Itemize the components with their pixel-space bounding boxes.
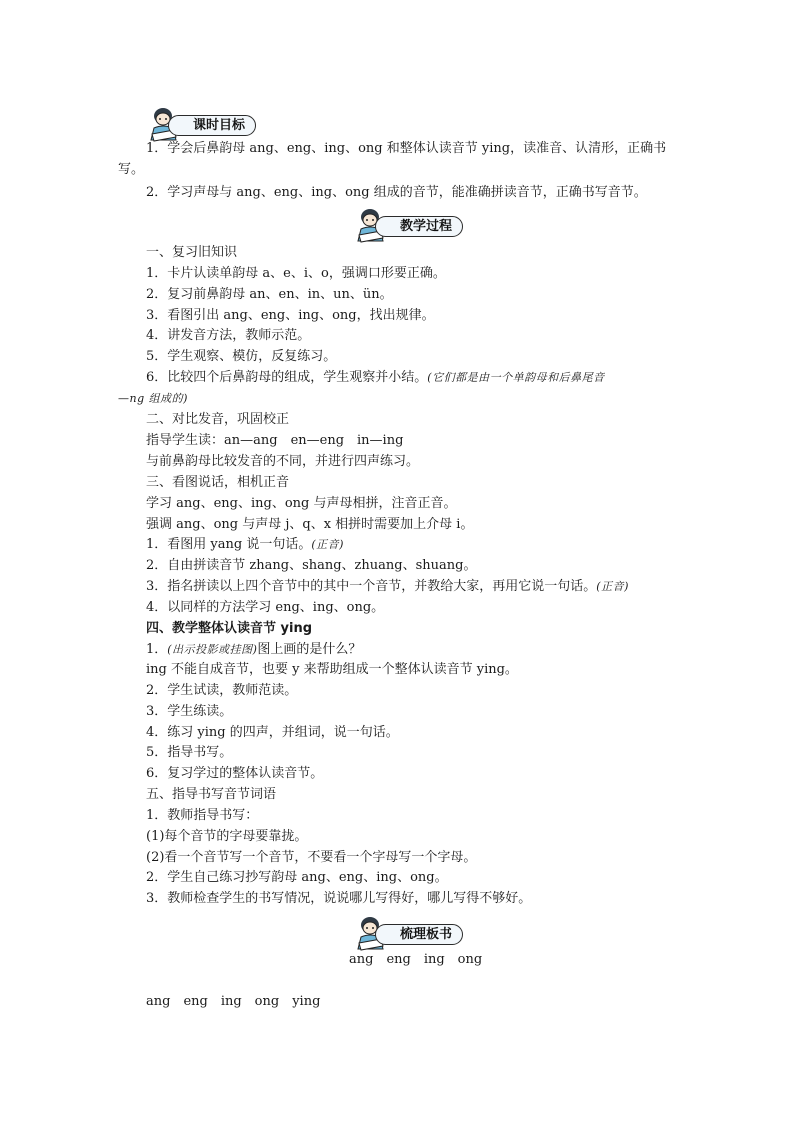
process-banner-label: 教学过程 [375,216,463,237]
objective-1-line-1: 1．学会后鼻韵母 ang、eng、ing、ong 和整体认读音节 ying，读准音、认清形，正确书 [146,141,667,156]
objective-1-line-2: 写。 [118,162,145,177]
s2-line-2: 与前鼻韵母比较发音的不同，并进行四声练习。 [146,454,420,469]
objective-2: 2．学习声母与 ang、eng、ing、ong 组成的音节，能准确拼读音节，正确书写音节。 [146,185,647,200]
s4-item-4: 4．练习 ying 的四声，并组词，说一句话。 [146,725,399,740]
board-banner [353,919,473,947]
s4-item-1-pre: 1． [146,642,168,657]
s3-item-1-text: 1．看图用 yang 说一句话。 [146,537,312,552]
s3-line-1: 学习 ang、eng、ing、ong 与声母相拼，注音正音。 [146,496,457,511]
s4-item-1 [146,642,361,658]
s3-item-2: 2．自由拼读音节 zhang、shang、zhuang、shuang。 [146,558,477,573]
s4-item-5: 5．指导书写。 [146,745,233,760]
s4-item-1-note: (出示投影或挂图) [167,643,258,656]
s3-item-4: 4．以同样的方法学习 eng、ing、ong。 [146,600,385,615]
s4-item-1-post: 图上画的是什么？ [257,642,362,657]
s5-subitem-2: (2)看一个音节写一个音节，不要看一个字母写一个字母。 [146,850,477,865]
section-3-title: 三、看图说话，相机正音 [146,475,290,490]
s5-item-3: 3．教师检查学生的书写情况，说说哪儿写得好，哪儿写得不够好。 [146,891,532,906]
s4-line: ing 不能自成音节，也要 y 来帮助组成一个整体认读音节 ying。 [146,662,518,677]
section-2-title: 二、对比发音，巩固校正 [146,412,290,427]
s1-item-6-note-cont: —ng 组成的) [118,392,188,405]
objectives-banner-label: 课时目标 [168,115,256,136]
s1-item-6-text: 6．比较四个后鼻韵母的组成，学生观察并小结。 [146,370,428,385]
s3-item-3-note: (正音) [596,580,629,593]
s1-item-1: 1．卡片认读单韵母 a、e、i、o，强调口形要正确。 [146,266,446,281]
section-1-title: 一、复习旧知识 [146,245,238,260]
board-row-1: ang eng ing ong [349,952,483,967]
s1-item-2: 2．复习前鼻韵母 an、en、in、un、ün。 [146,287,393,302]
section-5-title: 五、指导书写音节词语 [146,787,277,802]
s4-item-3: 3．学生练读。 [146,704,233,719]
s3-item-3-text: 3．指名拼读以上四个音节中的其中一个音节，并教给大家，再用它说一句话。 [146,579,597,594]
s3-line-2: 强调 ang、ong 与声母 j、q、x 相拼时需要加上介母 i。 [146,517,474,532]
section-4-title: 四、教学整体认读音节 ying [146,621,313,636]
s3-item-1 [146,537,344,553]
s5-item-1: 1．教师指导书写： [146,808,259,823]
process-banner [353,211,473,239]
s3-item-1-note: (正音) [311,538,344,551]
board-banner-label: 梳理板书 [375,924,463,945]
s5-subitem-1: (1)每个音节的字母要靠拢。 [146,829,308,844]
s1-item-6 [146,370,605,386]
s1-item-4: 4．讲发音方法，教师示范。 [146,328,311,343]
s1-item-3: 3．看图引出 ang、eng、ing、ong，找出规律。 [146,308,435,323]
s3-item-3 [146,579,629,595]
s4-item-2: 2．学生试读，教师范读。 [146,683,298,698]
s2-line-1: 指导学生读：an—ang en—eng in—ing [146,433,404,448]
objectives-banner [146,110,266,138]
s5-item-2: 2．学生自己练习抄写韵母 ang、eng、ing、ong。 [146,870,448,885]
board-row-2: ang eng ing ong ying [146,994,321,1009]
s4-item-6: 6．复习学过的整体认读音节。 [146,766,324,781]
s1-item-6-note: (它们都是由一个单韵母和后鼻尾音 [427,371,605,384]
s1-item-5: 5．学生观察、模仿，反复练习。 [146,349,337,364]
